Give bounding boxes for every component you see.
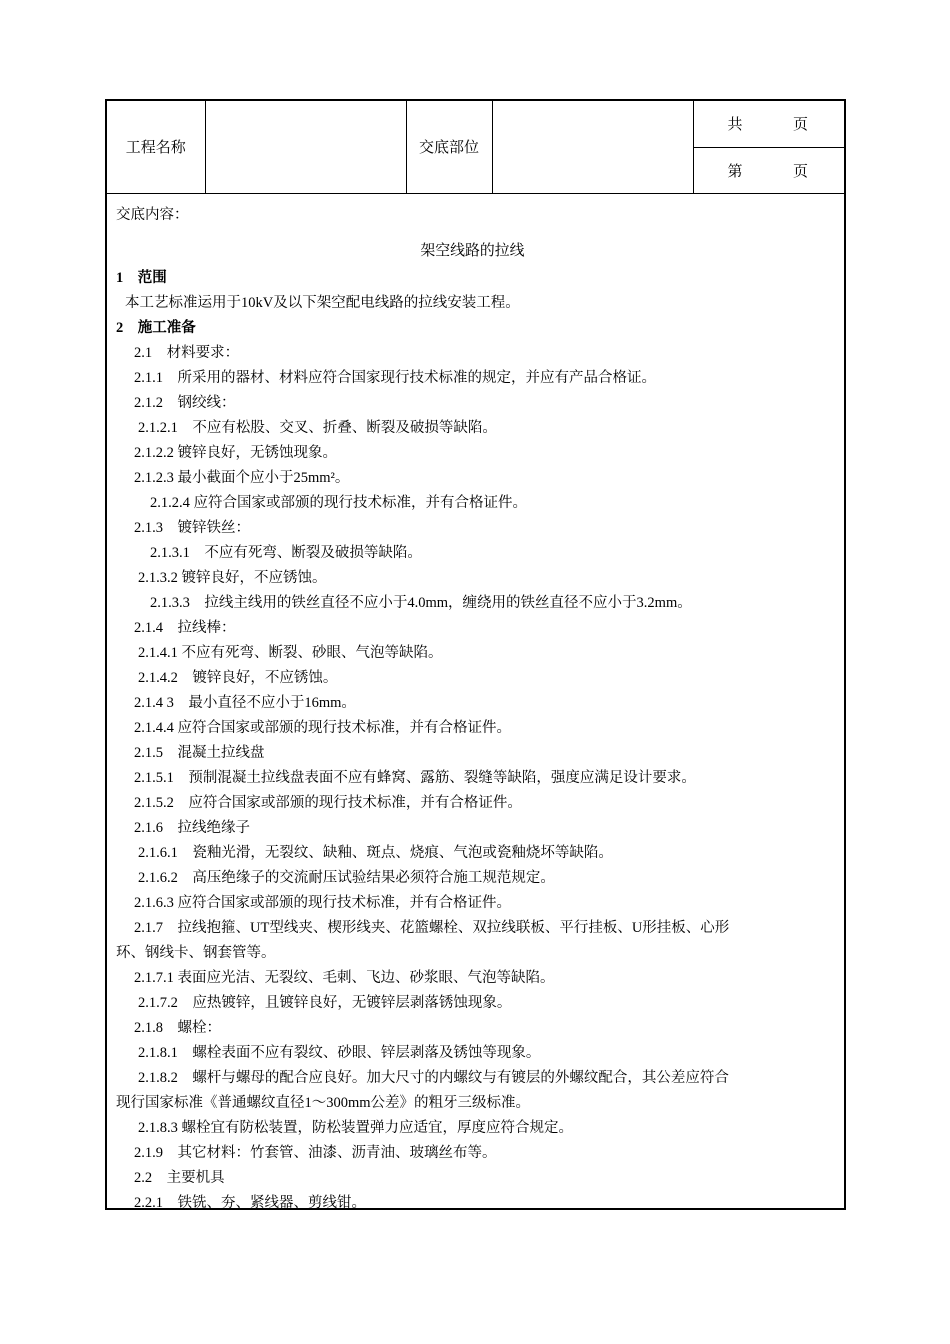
text-line: 2.2 主要机具: [134, 1170, 225, 1186]
text-line: 2.1.3.1 不应有死弯、断裂及破损等缺陷。: [150, 545, 422, 561]
text-line: 2.1.4.4 应符合国家或部颁的现行技术标准，并有合格证件。: [134, 720, 511, 736]
text-line: 2.1.6.3 应符合国家或部颁的现行技术标准，并有合格证件。: [134, 895, 511, 911]
section-heading: 1 范围: [116, 270, 167, 286]
text-line: 2.1.8.1 螺栓表面不应有裂纹、砂眼、锌层剥落及锈蚀等现象。: [138, 1045, 541, 1061]
text-line: 现行国家标准《普通螺纹直径1～300mm公差》的粗牙三级标准。: [116, 1095, 531, 1111]
total-pages-cell: [693, 101, 844, 147]
total-pages-right: 页: [792, 117, 808, 134]
page-no-cell: [693, 147, 844, 193]
text-line: 2.1.7.2 应热镀锌，且镀锌良好，无镀锌层剥落锈蚀现象。: [138, 995, 512, 1011]
text-line: 2.1.2 钢绞线：: [134, 395, 236, 411]
text-line: 2.1.4 3 最小直径不应小于16mm。: [134, 695, 356, 711]
text-line: 2.1.5.1 预制混凝土拉线盘表面不应有蜂窝、露筋、裂缝等缺陷，强度应满足设计要求。: [134, 770, 696, 786]
handover-sheet: [105, 99, 846, 1210]
text-line: 2.2.1 铁铣、夯、紧线器、剪线钳。: [134, 1195, 366, 1211]
header-table: [107, 101, 844, 194]
text-line: 2.1.6.1 瓷釉光滑，无裂纹、缺釉、斑点、烧痕、气泡或瓷釉烧坏等缺陷。: [138, 845, 613, 861]
text-line: 2.1 材料要求：: [134, 345, 240, 361]
text-line: 2.1.7 拉线抱箍、UT型线夹、楔形线夹、花篮螺栓、双拉线联板、平行挂板、U形挂板、心形: [134, 920, 730, 936]
text-line: 2.1.3 镀锌铁丝：: [134, 520, 250, 536]
text-line: 2.1.6 拉线绝缘子: [134, 820, 250, 836]
text-line: 2.1.3.3 拉线主线用的铁丝直径不应小于4.0mm，缠绕用的铁丝直径不应小于3.2mm。: [150, 595, 692, 611]
content-label: 交底内容：: [116, 207, 189, 223]
text-line: 2.1.4.1 不应有死弯、断裂、砂眼、气泡等缺陷。: [138, 645, 443, 661]
text-line: 2.1.4 拉线棒：: [134, 620, 236, 636]
text-line: 2.1.4.2 镀锌良好，不应锈蚀。: [138, 670, 338, 686]
text-line: 2.1.8 螺栓：: [134, 1020, 221, 1036]
handover-part-label: 交底部位: [406, 101, 492, 193]
text-line: 2.1.7.1 表面应光洁、无裂纹、毛刺、飞边、砂浆眼、气泡等缺陷。: [134, 970, 555, 986]
page-no-right: 页: [792, 163, 808, 180]
handover-part-value: [492, 101, 693, 193]
project-name-label: 工程名称: [107, 101, 205, 193]
total-pages-left: 共: [727, 117, 743, 134]
text-line: 2.1.5.2 应符合国家或部颁的现行技术标准，并有合格证件。: [134, 795, 522, 811]
text-line: 2.1.1 所采用的器材、材料应符合国家现行技术标准的规定，并应有产品合格证。: [134, 370, 656, 386]
text-line: 2.1.8.2 螺杆与螺母的配合应良好。加大尺寸的内螺纹与有镀层的外螺纹配合，其公差应符合: [138, 1070, 729, 1086]
text-line: 2.1.2.3 最小截面个应小于25mm²。: [134, 470, 350, 486]
text-line: 2.1.2.2 镀锌良好，无锈蚀现象。: [134, 445, 337, 461]
text-line: 2.1.6.2 高压绝缘子的交流耐压试验结果必须符合施工规范规定。: [138, 870, 555, 886]
page-no-left: 第: [727, 163, 743, 180]
doc-title: 架空线路的拉线: [420, 243, 525, 259]
project-name-value: [205, 101, 406, 193]
text-line: 2.1.5 混凝土拉线盘: [134, 745, 265, 761]
text-line: 2.1.8.3 螺栓宜有防松装置，防松装置弹力应适宜，厚度应符合规定。: [138, 1120, 573, 1136]
text-line: 环、钢线卡、钢套管等。: [116, 945, 276, 961]
text-line: 2.1.9 其它材料：竹套管、油漆、沥青油、玻璃丝布等。: [134, 1145, 497, 1161]
text-line: 2.1.3.2 镀锌良好，不应锈蚀。: [138, 570, 327, 586]
text-line: 2.1.2.4 应符合国家或部颁的现行技术标准，并有合格证件。: [150, 495, 527, 511]
text-line: 2.1.2.1 不应有松股、交叉、折叠、断裂及破损等缺陷。: [138, 420, 497, 436]
text-line: 本工艺标准运用于10kV及以下架空配电线路的拉线安装工程。: [125, 295, 520, 311]
section-heading: 2 施工准备: [116, 320, 196, 336]
